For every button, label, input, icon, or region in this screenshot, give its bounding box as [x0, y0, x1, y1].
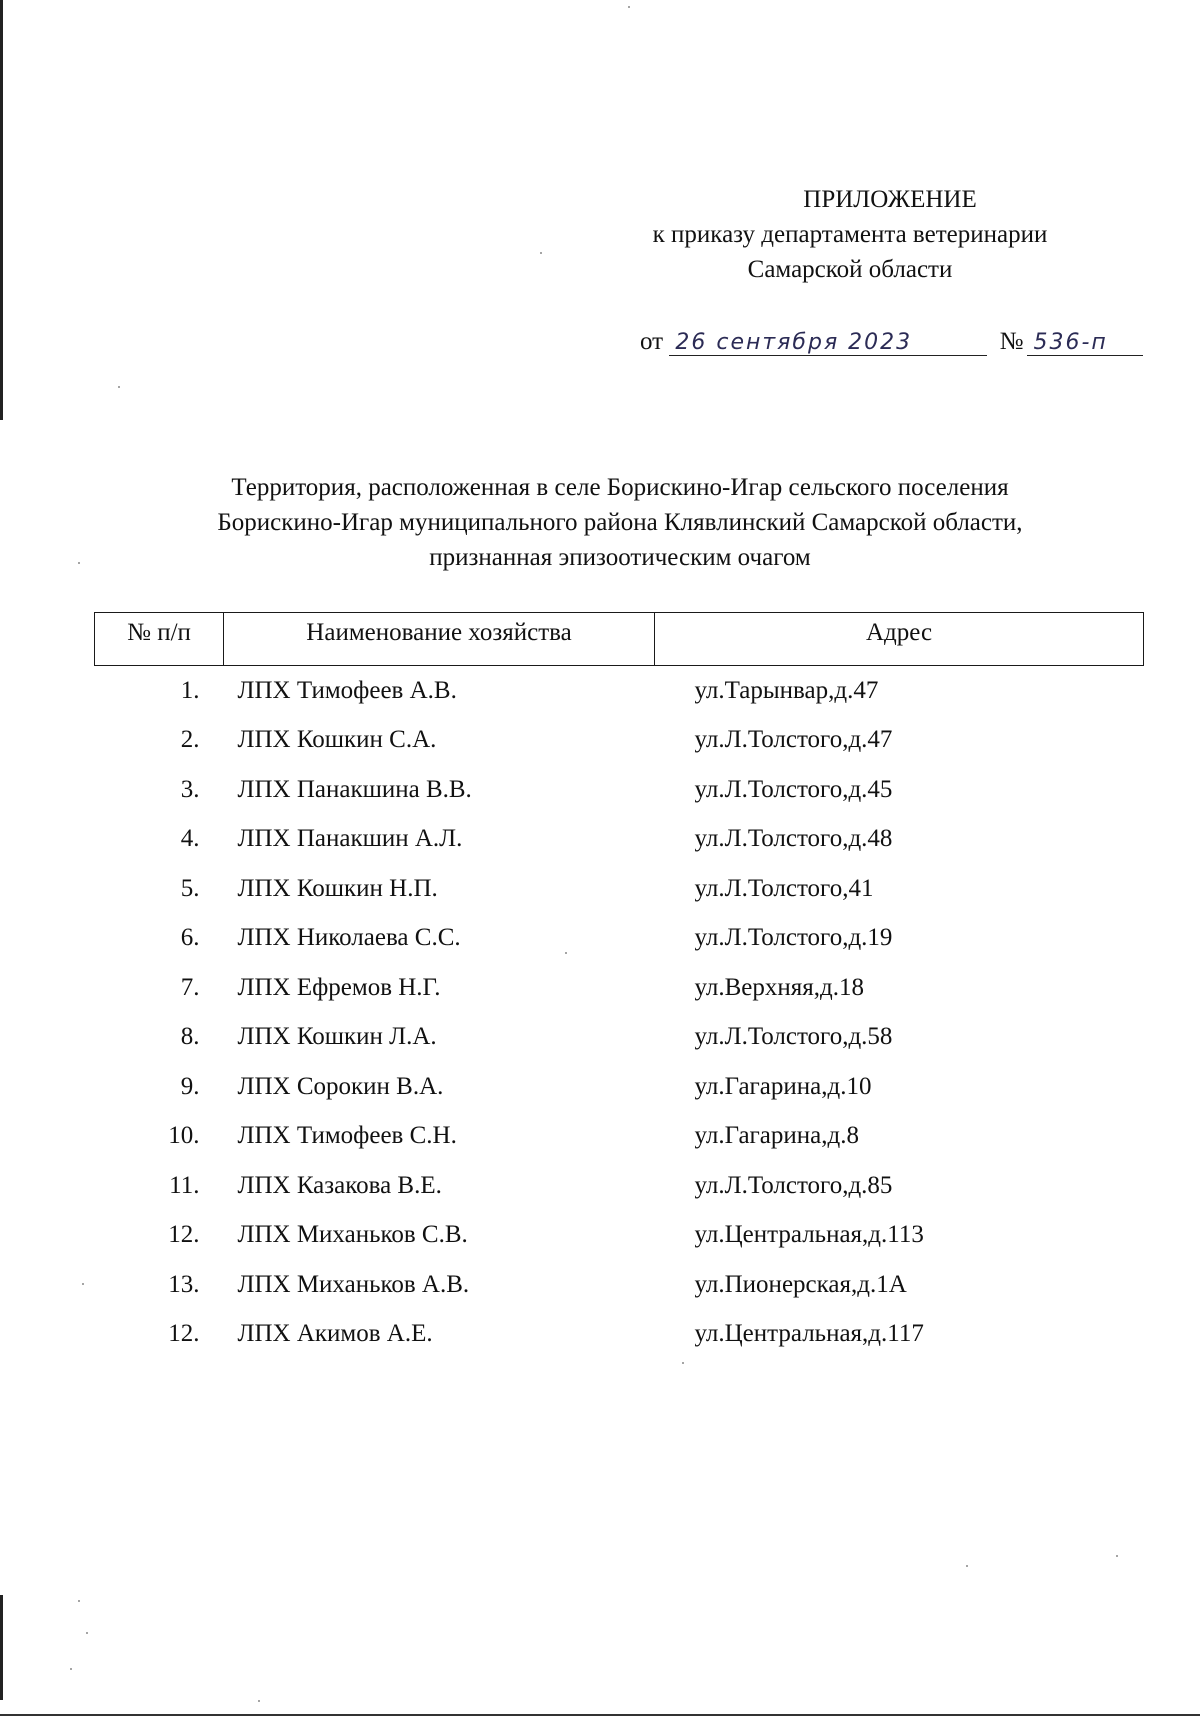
scan-speck	[118, 386, 120, 388]
scan-speck	[540, 252, 542, 254]
table-row	[95, 765, 1144, 815]
row-household-name: ЛПХ Панакшина В.В.	[237, 775, 472, 803]
row-number: 8.	[180, 1023, 200, 1051]
row-address: ул.Л.Толстого,д.47	[694, 726, 893, 754]
row-household-name: ЛПХ Акимов А.Е.	[237, 1320, 433, 1348]
column-header-address: Адрес	[655, 613, 1144, 666]
scan-speck	[1116, 1555, 1118, 1557]
title-line: признанная эпизоотическим очагом	[429, 544, 811, 571]
row-household-name: ЛПХ Тимофеев С.Н.	[237, 1122, 457, 1150]
scan-speck	[70, 1668, 72, 1670]
row-number: 13.	[168, 1270, 200, 1298]
row-number: 2.	[180, 726, 200, 754]
row-address: ул.Верхняя,д.18	[694, 973, 864, 1001]
row-household-name: ЛПХ Кошкин Н.П.	[237, 874, 438, 902]
table-row	[95, 864, 1144, 914]
scan-speck	[966, 1565, 968, 1567]
row-address: ул.Тарынвар,д.47	[694, 676, 879, 704]
order-number-handwritten: 536-п	[1027, 330, 1143, 356]
row-number: 1.	[180, 676, 200, 704]
approval-block	[570, 182, 1130, 287]
scan-speck	[628, 6, 630, 8]
row-address: ул.Центральная,д.117	[694, 1320, 924, 1348]
row-household-name: ЛПХ Миханьков С.В.	[237, 1221, 468, 1249]
table-row	[95, 1310, 1144, 1360]
table-row	[95, 1062, 1144, 1112]
row-address: ул.Л.Толстого,д.58	[694, 1023, 893, 1051]
row-household-name: ЛПХ Кошкин С.А.	[237, 726, 437, 754]
row-number: 5.	[180, 874, 200, 902]
scan-speck	[78, 1600, 80, 1602]
row-number: 4.	[180, 825, 200, 853]
approval-heading: ПРИЛОЖЕНИЕ	[803, 186, 977, 213]
row-address: ул.Гагарина,д.10	[694, 1072, 872, 1100]
order-from-label: от	[640, 328, 664, 355]
scan-edge-mark	[0, 0, 3, 420]
scan-edge-mark	[0, 1714, 1200, 1716]
row-number: 12.	[168, 1320, 200, 1348]
row-household-name: ЛПХ Панакшин А.Л.	[237, 825, 463, 853]
table-row	[95, 666, 1144, 716]
column-header-name: Наименование хозяйства	[224, 613, 655, 666]
title-line: Борискино-Игар муниципального района Клявлинский Самарской области,	[217, 509, 1023, 536]
row-household-name: ЛПХ Тимофеев А.В.	[237, 676, 457, 704]
table-row	[95, 1260, 1144, 1310]
row-number: 10.	[168, 1122, 200, 1150]
scan-edge-mark	[0, 1595, 3, 1700]
order-date-handwritten: 26 сентября 2023	[669, 330, 987, 356]
row-household-name: ЛПХ Казакова В.Е.	[237, 1171, 442, 1199]
row-address: ул.Л.Толстого,д.45	[694, 775, 893, 803]
scan-speck	[258, 1700, 260, 1702]
row-address: ул.Л.Толстого,д.19	[694, 924, 893, 952]
row-address: ул.Л.Толстого,41	[694, 874, 874, 902]
table-row	[95, 1112, 1144, 1162]
table-row	[95, 1013, 1144, 1063]
row-number: 11.	[169, 1171, 200, 1199]
title-line: Территория, расположенная в селе Борискино-Игар сельского поселения	[231, 474, 1009, 501]
row-address: ул.Л.Толстого,д.48	[694, 825, 893, 853]
approval-line: к приказу департамента ветеринарии	[652, 221, 1048, 248]
scan-speck	[78, 562, 80, 564]
row-number: 12.	[168, 1221, 200, 1249]
row-household-name: ЛПХ Миханьков А.В.	[237, 1270, 470, 1298]
row-address: ул.Пионерская,д.1А	[694, 1270, 907, 1298]
table-row	[95, 815, 1144, 865]
table-header-row	[95, 613, 1144, 666]
table-row	[95, 963, 1144, 1013]
table-row	[95, 716, 1144, 766]
document-title	[120, 470, 1120, 575]
row-address: ул.Гагарина,д.8	[694, 1122, 859, 1150]
row-address: ул.Центральная,д.113	[694, 1221, 924, 1249]
scan-speck	[682, 1362, 684, 1364]
table-row	[95, 1161, 1144, 1211]
row-address: ул.Л.Толстого,д.85	[694, 1171, 893, 1199]
column-header-number: № п/п	[95, 613, 224, 666]
row-number: 6.	[180, 924, 200, 952]
scan-speck	[82, 1283, 84, 1285]
row-household-name: ЛПХ Сорокин В.А.	[237, 1072, 444, 1100]
table-row	[95, 1211, 1144, 1261]
order-reference	[640, 328, 1143, 356]
scan-speck	[86, 1632, 88, 1634]
row-number: 3.	[180, 775, 200, 803]
row-household-name: ЛПХ Ефремов Н.Г.	[237, 973, 441, 1001]
table-row	[95, 914, 1144, 964]
row-household-name: ЛПХ Кошкин Л.А.	[237, 1023, 437, 1051]
order-number-label: №	[999, 328, 1024, 355]
row-household-name: ЛПХ Николаева С.С.	[237, 924, 461, 952]
households-table	[94, 612, 1144, 1359]
row-number: 9.	[180, 1072, 200, 1100]
approval-line: Самарской области	[747, 256, 953, 283]
row-number: 7.	[180, 973, 200, 1001]
